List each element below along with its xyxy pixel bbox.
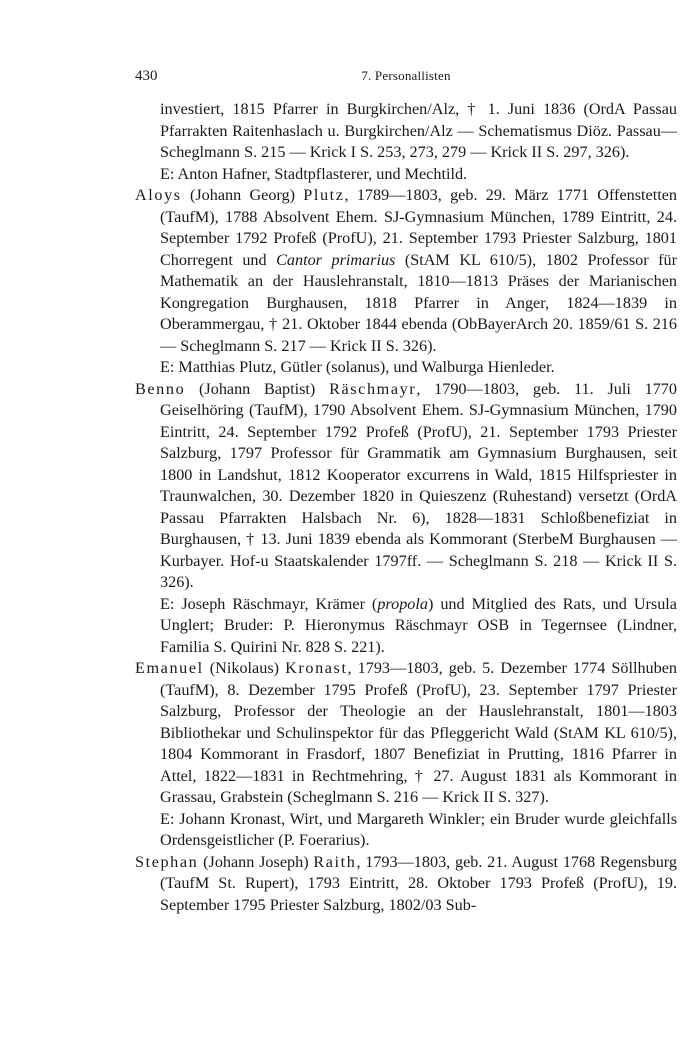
entry-surname: Plutz	[303, 186, 345, 204]
entry-kronast	[135, 658, 677, 809]
entry-text: investiert, 1815 Pfarrer in Burgkirchen/Alz, † 1. Juni 1836 (OrdA Passau Pfarrakten Raitenhaslach u. Burgkirchen/Alz — Schematismus Diöz. Passau—Scheglmann S. 215 — Krick I S. 253, 273, 279 — Krick II S. 297, 326).	[160, 100, 677, 161]
entry-plutz	[135, 185, 677, 357]
entry-text: , 1790—1803, geb. 11. Juli 1770 Geiselhöring (TaufM), 1790 Absolvent Ehem. SJ-Gymnasium München, 1790 Eintritt, 24. September 1792 Profeß (ProfU), 21. September 1793 Priester Salzburg, 1797 Professor für Grammatik am Gymnasium Burghausen, seit 1800 in Landshut, 1812 Kooperator excurrens in Wald, 1815 Hilfspriester in Traunwalchen, 30. Dezember 1820 in Quieszenz (Ruhestand) versetzt (OrdA Passau Pfarrakten Halsbach Nr. 6), 1828—1831 Schloßbenefiziat in Burghausen, † 13. Juni 1839 ebenda als Kommorant (SterbeM Burghausen — Kurbayer. Hof-u Staatskalender 1797ff. — Scheglmann S. 218 — Krick II S. 326).	[160, 379, 677, 591]
entry-first-name: Benno	[135, 379, 186, 398]
page-body	[135, 99, 677, 916]
entry-text: , 1793—1803, geb. 5. Dezember 1774 Söllhuben (TaufM), 8. Dezember 1795 Profeß (ProfU), 23. September 1797 Priester Salzburg, Professor der Theologie an der Hauslehranstalt, 1801—1803 Bibliothekar und Schulinspektor für das Pfleggericht Wald (StAM KL 610/5), 1804 Kommorant in Frasdorf, 1807 Benefiziat in Prutting, 1816 Pfarrer in Attel, 1822—1831 in Rechtmehring, † 27. August 1831 als Kommorant in Grassau, Grabstein (Scheglmann S. 216 — Krick II S. 327).	[160, 659, 678, 806]
entry-italic-term: Cantor primarius	[276, 250, 396, 269]
entry-raeschmayr	[135, 379, 677, 594]
entry-italic-term: propola	[377, 594, 428, 613]
entry-text: E: Joseph Räschmayr, Krämer (	[160, 594, 378, 613]
entry-text: ) und Mitglied des Rats, und Ursula Unglert; Bruder: P. Hieronymus Räschmayr OSB in Tegernsee (Lindner, Familia S. Quirini Nr. 828 S. 221).	[160, 594, 677, 656]
entry-parents: E: Matthias Plutz, Gütler (solanus), und Walburga Hienleder.	[160, 358, 555, 376]
entry-parents	[135, 594, 677, 659]
entry-surname: Räschmayr	[329, 379, 417, 398]
entry-text: , 1793—1803, geb. 21. August 1768 Regensburg (TaufM St. Rupert), 1793 Eintritt, 28. Oktober 1793 Profeß (ProfU), 19. September 1795 Priester Salzburg, 1802/03 Sub-	[160, 852, 677, 914]
entry-parents: E: Anton Hafner, Stadtpflasterer, und Mechtild.	[160, 164, 468, 183]
entry-baptismal-name: (Johann Joseph)	[198, 852, 314, 871]
entry-raith	[135, 852, 677, 917]
entry-text: , 1789—1803, geb. 29. März 1771 Offenstetten (TaufM), 1788 Absolvent Ehem. SJ-Gymnasium München, 1789 Eintritt, 24. September 1792 Profeß (ProfU), 21. September 1793 Priester Salzburg, 1801 Chorregent und	[160, 186, 677, 269]
page-number: 430	[135, 68, 158, 84]
page-header	[135, 66, 677, 86]
entry-first-name: Aloys	[135, 186, 182, 204]
entry-surname: Kronast	[285, 659, 348, 677]
entry-surname: Raith	[313, 852, 357, 871]
entry-text: (StAM KL 610/5), 1802 Professor für Mathematik an der Hauslehranstalt, 1810—1813 Präses der Marianischen Kongregation Burghausen, 1818 Pfarrer in Anger, 1824—1839 in Oberammergau, † 21. Oktober 1844 ebenda (ObBayerArch 20. 1859/61 S. 216 — Scheglmann S. 217 — Krick II S. 326).	[160, 250, 677, 355]
entry-baptismal-name: (Johann Baptist)	[185, 379, 330, 398]
entry-baptismal-name: (Nikolaus)	[203, 659, 286, 677]
entry-first-name: Stephan	[135, 852, 199, 871]
entry-first-name: Emanuel	[135, 659, 204, 677]
entry-parents: E: Johann Kronast, Wirt, und Margareth Winkler; ein Bruder wurde gleichfalls Ordensgeistlicher (P. Foerarius).	[160, 809, 677, 849]
entry-continuation	[135, 99, 677, 164]
entry-baptismal-name: (Johann Georg)	[181, 186, 304, 204]
running-head: 7. Personallisten	[361, 68, 451, 83]
